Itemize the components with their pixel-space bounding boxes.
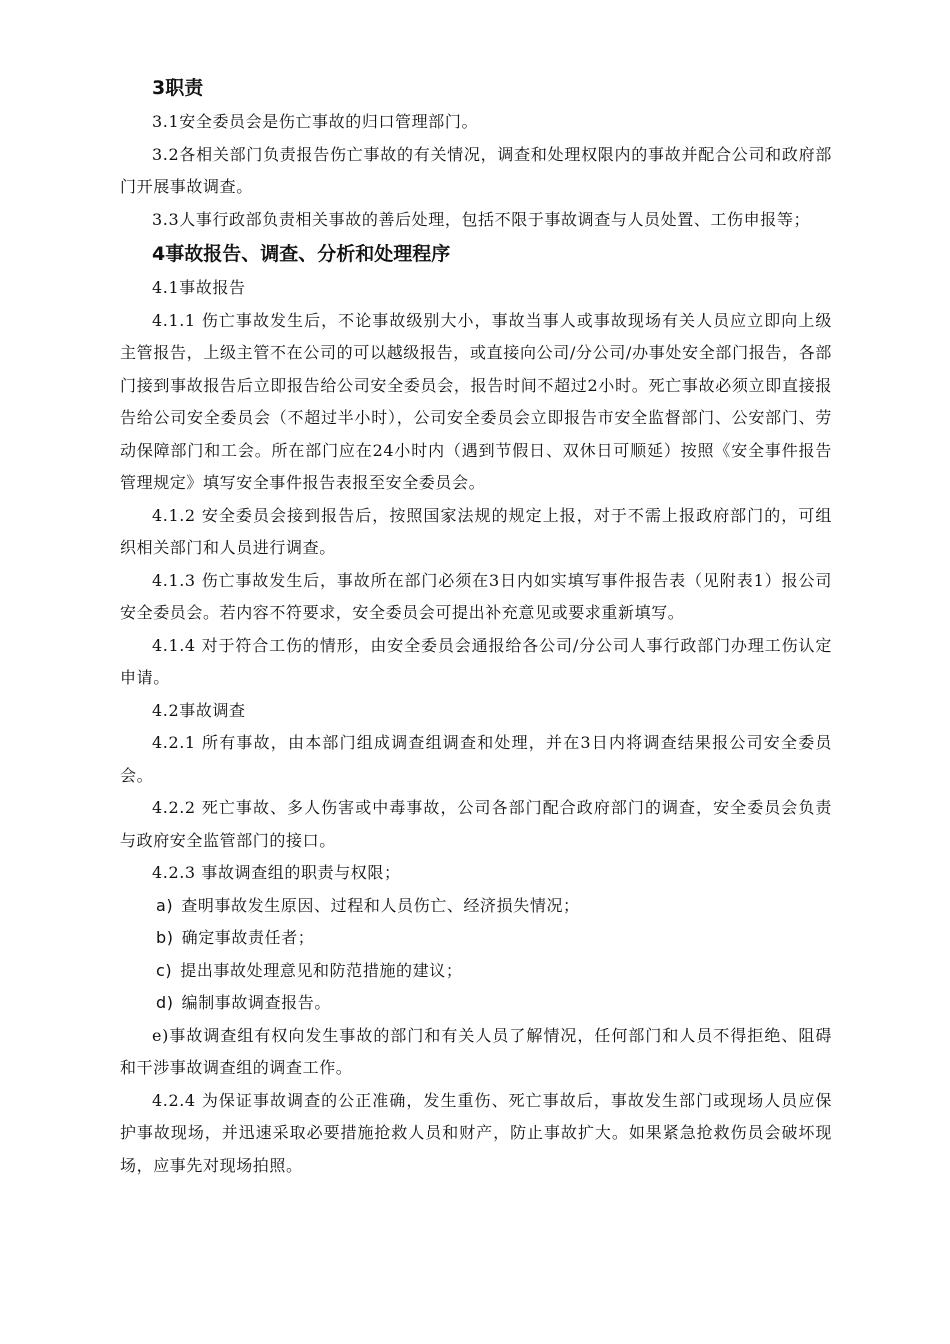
paragraph-4-2-1: 4.2.1 所有事故，由本部门组成调查组调查和处理，并在3日内将调查结果报公司安全委员会。 (120, 733, 832, 785)
paragraph-e (120, 1020, 832, 1085)
paragraph-3-2: 3.2各相关部门负责报告伤亡事故的有关情况，调查和处理权限内的事故并配合公司和政府部门开展事故调查。 (120, 144, 832, 196)
paragraph-4-2-4: 4.2.4 为保证事故调查的公正准确，发生重伤、死亡事故后，事故发生部门或现场人员应保护事故现场，并迅速采取必要措施抢救人员和财产，防止事故扩大。如果紧急抢救伤员会破坏现场，应事先对现场拍照。 (120, 1090, 832, 1175)
section-heading-3: 3职责 (152, 77, 204, 99)
page-content (120, 70, 832, 1182)
subheading-4-2: 4.2事故调查 (152, 700, 246, 720)
paragraph-4-2-2: 4.2.2 死亡事故、多人伤害或中毒事故，公司各部门配合政府部门的调查，安全委员会负责与政府安全监管部门的接口。 (120, 798, 832, 850)
paragraph-4-1-4: 4.1.4 对于符合工伤的情形，由安全委员会通报给各公司/分公司人事行政部门办理工伤认定申请。 (120, 635, 832, 687)
list-item-text: 确定事故责任者； (181, 928, 315, 947)
list-marker: d) (156, 993, 174, 1012)
paragraph-4-1-2: 4.1.2 安全委员会接到报告后，按照国家法规的规定上报，对于不需上报政府部门的，可组织相关部门和人员进行调查。 (120, 505, 832, 557)
paragraph-e-text: 事故调查组有权向发生事故的部门和有关人员了解情况，任何部门和人员不得拒绝、阻碍和干涉事故调查组的调查工作。 (120, 1025, 832, 1077)
list-marker: e) (152, 1025, 169, 1045)
list-item (156, 890, 832, 923)
paragraph-3-3: 3.3人事行政部负责相关事故的善后处理，包括不限于事故调查与人员处置、工伤申报等； (152, 209, 811, 229)
section-heading-4: 4事故报告、调查、分析和处理程序 (152, 243, 451, 265)
subheading-4-1: 4.1事故报告 (152, 278, 246, 297)
paragraph-4-2-3: 4.2.3 事故调查组的职责与权限； (152, 863, 401, 882)
paragraph-3-1: 3.1安全委员会是伤亡事故的归口管理部门。 (152, 112, 479, 131)
list-marker: a) (156, 895, 174, 915)
list-marker: c) (156, 960, 173, 980)
paragraph-4-1-1: 4.1.1 伤亡事故发生后，不论事故级别大小，事故当事人或事故现场有关人员应立即向上级主管报告，上级主管不在公司的可以越级报告，或直接向公司/分公司/办事处安全部门报告，各部门接到事故报告后立即报告给公司安全委员会，报告时间不超过2小时。死亡事故必须立即直接报告给公司安全委员会（不超过半小时），公司安全委员会立即报告市安全监督部门、公安部门、劳动保障部门和工会。所在部门应在24小时内（遇到节假日、双休日可顺延）按照《安全事件报告管理规定》填写安全事件报告表报至安全委员会。 (120, 310, 832, 492)
list-item-text: 编制事故调查报告。 (181, 993, 332, 1012)
list-marker: b) (156, 928, 174, 947)
list-item-text: 查明事故发生原因、过程和人员伤亡、经济损失情况； (181, 895, 580, 915)
list-item (156, 955, 832, 988)
list-item-text: 提出事故处理意见和防范措施的建议； (180, 960, 463, 980)
list-item (156, 922, 832, 955)
paragraph-4-1-3: 4.1.3 伤亡事故发生后，事故所在部门必须在3日内如实填写事件报告表（见附表1）报公司安全委员会。若内容不符要求，安全委员会可提出补充意见或要求重新填写。 (120, 570, 832, 622)
list-item (156, 987, 832, 1020)
